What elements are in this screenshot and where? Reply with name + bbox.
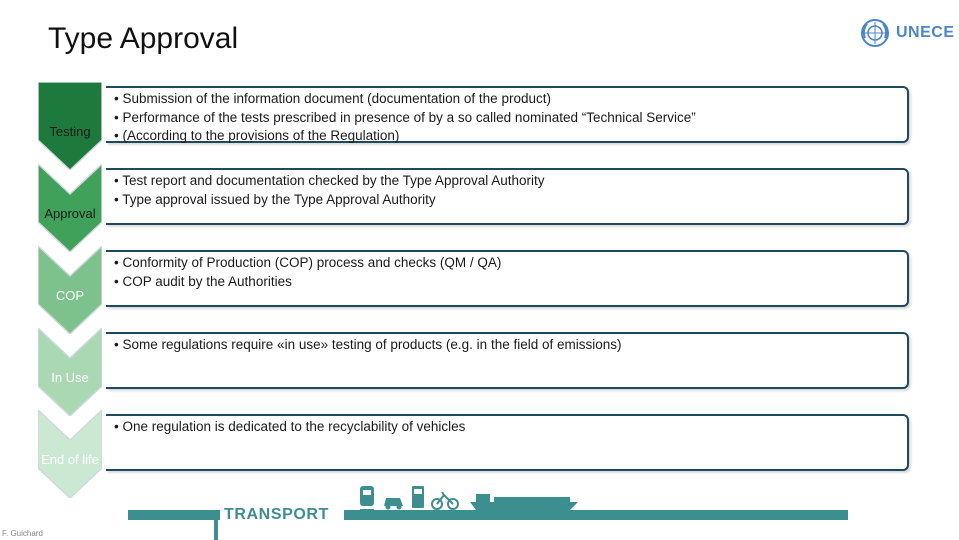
step-chevron-in-use (38, 328, 102, 416)
step-description-box (106, 414, 909, 471)
footer-divider (214, 510, 218, 540)
description-line: • Performance of the tests prescribed in presence of by a so called nominated “Technical Service” (114, 109, 696, 125)
ship-icon (470, 494, 578, 510)
step-chevron-end-of-life (38, 410, 102, 498)
description-line: • One regulation is dedicated to the recyclability of vehicles (114, 419, 466, 434)
description-line: • COP audit by the Authorities (114, 273, 292, 289)
description-line: • Submission of the information document (documentation of the product) (114, 91, 551, 106)
description-line: • Type approval issued by the Type Approval Authority (114, 191, 436, 207)
transport-icons (356, 482, 586, 516)
step-label: Testing (49, 124, 91, 139)
step-label: Approval (44, 206, 96, 221)
step-chevron-cop (38, 246, 102, 334)
train-icon (360, 486, 374, 510)
description-line: • Some regulations require «in use» testing of products (e.g. in the field of emissions) (114, 337, 622, 352)
step-description-box (106, 86, 909, 143)
step-chevron-approval (38, 164, 102, 252)
page-title: Type Approval (48, 22, 239, 55)
description-line: • Conformity of Production (COP) process and checks (QM / QA) (114, 255, 502, 270)
bicycle-icon (432, 492, 458, 509)
step-description-box (106, 332, 909, 389)
description-line: • (According to the provisions of the Regulation) (114, 128, 400, 143)
unece-logo (860, 16, 955, 50)
fuel-pump-icon (412, 486, 424, 508)
step-description-box (106, 168, 909, 225)
logo-text: UNECE (896, 24, 955, 41)
footer-label: TRANSPORT (224, 506, 329, 523)
step-description-box (106, 250, 909, 307)
step-chevron-testing (38, 82, 102, 170)
description-line: • Test report and documentation checked by the Type Approval Authority (114, 173, 545, 188)
un-emblem-icon (860, 18, 890, 48)
step-label: End of life (41, 452, 99, 467)
car-icon (384, 498, 403, 510)
step-label: COP (55, 288, 85, 303)
credit-text: F. Guichard (2, 529, 43, 538)
step-label: In Use (51, 370, 89, 385)
